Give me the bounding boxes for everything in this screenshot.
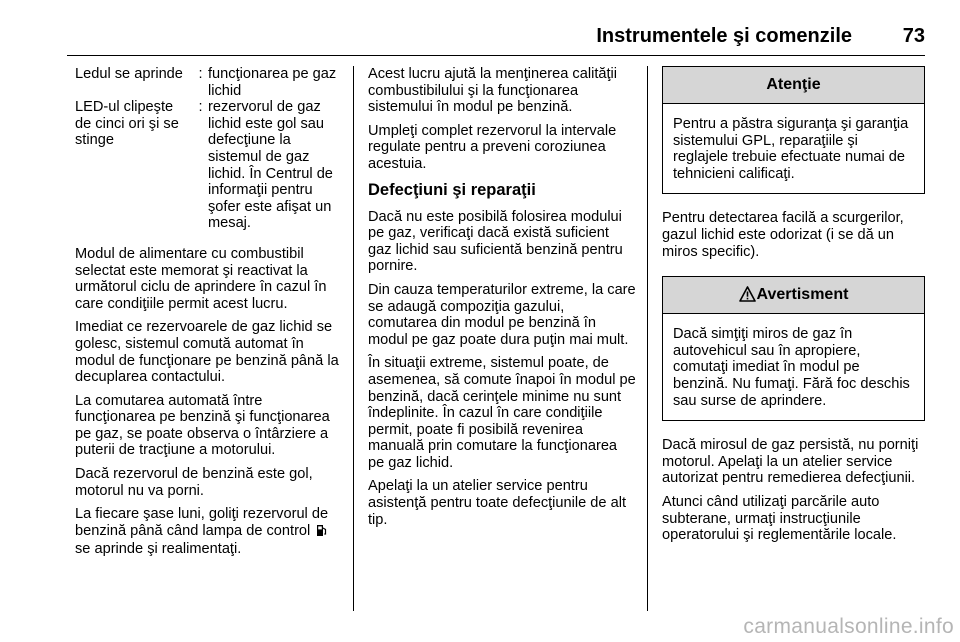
warning-box (662, 276, 925, 421)
header-rule (67, 55, 925, 56)
paragraph: Din cauza temperaturilor extreme, la care se adaugă compoziţia gazului, comutarea din modul pe benzină în modul pe gaz poate dura puţin mai mult. (368, 281, 636, 348)
led-status-table (75, 66, 345, 232)
paragraph: Atunci când utilizaţi parcările auto subterane, urmaţi instrucţiunile operatorului şi reglementările locale. (662, 493, 897, 544)
warning-title: Avertisment (756, 286, 849, 304)
paragraph: Modul de alimentare cu combustibil selectat este memorat şi reactivat la următorul ciclu de aprindere în cazul în care condiţiile permit acest lucru. (75, 245, 327, 312)
fuel-pump-icon (316, 524, 327, 542)
paragraph-text: se aprinde şi realimentaţi. (75, 541, 242, 558)
paragraph: Imediat ce rezervoarele de gaz lichid se golesc, sistemul comută automat în modul de funcţionare pe benzină până la decuplarea contactului. (75, 319, 339, 386)
paragraph: Apelaţi la un atelier service pentru asistenţă pentru toate defecţiunile de alt tip. (368, 478, 626, 528)
paragraph: În situaţii extreme, sistemul poate, de asemenea, să comute înapoi în modul pe benzină, dacă cerinţele minime nu sunt îndeplinite. În cazul în care condiţiile permit, poate fi posibilă revenirea manuală prin comutare la funcţionarea pe gaz lichid. (368, 355, 636, 471)
column-2 (368, 66, 636, 535)
warning-triangle-icon (739, 280, 756, 316)
column-divider-2 (647, 66, 648, 611)
paragraph: Acest lucru ajută la menţinerea calităţii combustibilului şi la funcţionarea sistemului în modul pe benzină. (368, 66, 618, 116)
paragraph: Umpleţi complet rezervorul la intervale regulate pentru a preveni coroziunea acestuia. (368, 122, 617, 172)
column-3 (662, 66, 925, 551)
led-state: LED-ul clipeşte de cinci ori şi se stinge (75, 99, 179, 149)
watermark: carmanualsonline.info (743, 615, 954, 638)
attention-text: Pentru a păstra siguranţa şi garanţia sistemului GPL, reparaţiile şi reglajele trebuie efectuate numai de tehnicieni calificaţi. (673, 116, 909, 182)
led-separator: : (198, 99, 203, 116)
paragraph: Dacă mirosul de gaz persistă, nu porniţi motorul. Apelaţi la un atelier service autorizat pentru remedierea defecţiunii. (662, 437, 919, 487)
paragraph: Dacă nu este posibilă folosirea modului pe gaz, verificaţi dacă există suficient gaz lichid sau suficientă benzină pentru pornire. (368, 208, 623, 275)
section-heading: Defecţiuni şi reparaţii (368, 180, 536, 199)
attention-title: Atenţie (663, 67, 924, 104)
paragraph: Pentru detectarea facilă a scurgerilor, gazul lichid este odorizat (i se dă un miros specific). (662, 210, 904, 260)
led-state: Ledul se aprinde (75, 66, 183, 82)
led-separator: : (198, 66, 203, 82)
column-divider-1 (353, 66, 354, 611)
page-number: 73 (902, 25, 925, 47)
page-header (0, 0, 960, 60)
paragraph: Dacă rezervorul de benzină este gol, motorul nu va porni. (75, 466, 313, 499)
table-row (75, 66, 345, 99)
paragraph: La comutarea automată între funcţionarea pe benzină şi funcţionarea pe gaz, se poate observa o întârziere a puterii de tracţiune a motorului. (75, 392, 330, 459)
warning-text: Dacă simţiţi miros de gaz în autovehicul sau în apropiere, comutaţi imediat în modul pe benzină. Nu fumaţi. Fără foc deschis sau surse de aprindere. (673, 326, 910, 409)
table-row (75, 99, 345, 232)
page-title: Instrumentele şi comenzile (596, 25, 852, 47)
paragraph-text: La fiecare şase luni, goliţi rezervorul de benzină până când lampa de control (75, 506, 329, 539)
paragraph (75, 506, 345, 558)
attention-box (662, 66, 925, 194)
column-1 (75, 66, 345, 565)
led-meaning: funcţionarea pe gaz lichid (208, 66, 337, 99)
led-meaning: rezervorul de gaz lichid este gol sau defecţiune la sistemul de gaz lichid. În Centrul de informaţii pentru şofer este afişat un mesaj. (208, 99, 333, 232)
warning-header (663, 277, 924, 314)
